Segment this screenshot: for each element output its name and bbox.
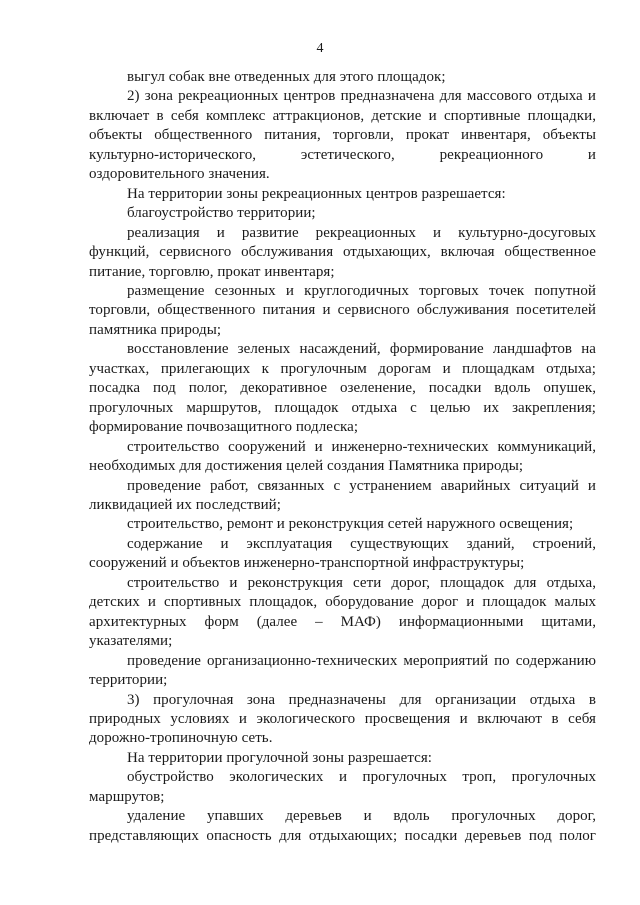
- paragraph: [89, 652, 596, 691]
- text-line: проведение организационно-технических мероприятий по содержанию: [127, 652, 596, 669]
- text-line: функций, сервисного обслуживания отдыхающих, включая общественное: [89, 244, 596, 261]
- text-line: маршрутов;: [89, 788, 165, 805]
- text-line: прогулочных маршрутов, площадок отдыха с целью их закрепления;: [89, 399, 596, 416]
- text-line: территории;: [89, 672, 168, 689]
- text-line: представляющих опасность для отдыхающих; посадки деревьев под полог: [89, 827, 596, 844]
- paragraph: [89, 438, 596, 477]
- paragraph: [89, 204, 596, 223]
- paragraph: [89, 515, 596, 534]
- paragraph: [89, 477, 596, 516]
- paragraph: [89, 282, 596, 340]
- text-line: размещение сезонных и круглогодичных торговых точек попутной: [127, 282, 596, 299]
- text-line: 2) зона рекреационных центров предназначена для массового отдыха и: [127, 88, 596, 105]
- text-line: включает в себя комплекс аттракционов, детские и спортивные площадки,: [89, 107, 596, 124]
- text-line: удаление упавших деревьев и вдоль прогулочных дорог,: [127, 808, 596, 825]
- text-line: строительство сооружений и инженерно-технических коммуникаций,: [127, 438, 596, 455]
- document-body: [89, 68, 596, 846]
- paragraph: [89, 807, 596, 846]
- text-line: необходимых для достижения целей создания Памятника природы;: [89, 458, 524, 475]
- paragraph: [89, 691, 596, 749]
- text-line: сооружений и объектов инженерно-транспортной инфраструктуры;: [89, 555, 525, 572]
- text-line: указателями;: [89, 633, 173, 650]
- text-line: детских и спортивных площадок, оборудование дорог и площадок малых: [89, 594, 596, 611]
- text-line: строительство, ремонт и реконструкция сетей наружного освещения;: [127, 516, 574, 533]
- text-line: оздоровительного значения.: [89, 166, 270, 183]
- text-line: архитектурных форм (далее – МАФ) информационными щитами,: [89, 613, 596, 630]
- text-line: обустройство экологических и прогулочных троп, прогулочных: [127, 769, 596, 786]
- text-line: реализация и развитие рекреационных и культурно-досуговых: [127, 224, 596, 241]
- text-line: посадка под полог, декоративное озеленение, посадки вдоль опушек,: [89, 380, 596, 397]
- paragraph: [89, 768, 596, 807]
- text-line: проведение работ, связанных с устранением аварийных ситуаций и: [127, 477, 596, 494]
- text-line: участках, прилегающих к прогулочным дорогам и площадкам отдыха;: [89, 360, 596, 377]
- paragraph: [89, 87, 596, 184]
- text-line: содержание и эксплуатация существующих зданий, строений,: [127, 535, 596, 552]
- text-line: культурно-исторического, эстетического, рекреационного и: [89, 146, 596, 163]
- paragraph: [89, 340, 596, 437]
- text-line: На территории прогулочной зоны разрешается:: [127, 749, 433, 766]
- text-line: объекты общественного питания, торговли, прокат инвентаря, объекты: [89, 127, 596, 144]
- text-line: выгул собак вне отведенных для этого площадок;: [127, 69, 446, 85]
- paragraph: [89, 68, 596, 87]
- text-line: 3) прогулочная зона предназначены для организации отдыха в: [127, 691, 596, 708]
- paragraph: [89, 224, 596, 282]
- paragraph: [89, 185, 596, 204]
- text-line: восстановление зеленых насаждений, формирование ландшафтов на: [127, 341, 596, 358]
- text-line: природных условиях и экологического просвещения и включают в себя: [89, 710, 596, 727]
- page-number: 4: [316, 41, 324, 56]
- text-line: благоустройство территории;: [127, 205, 316, 222]
- paragraph: [89, 749, 596, 768]
- paragraph: [89, 535, 596, 574]
- text-line: ликвидацией их последствий;: [89, 496, 281, 513]
- text-line: дорожно-тропиночную сеть.: [89, 730, 273, 747]
- text-line: строительство и реконструкция сети дорог, площадок для отдыха,: [127, 574, 596, 591]
- paragraph: [89, 574, 596, 652]
- text-line: торговли, общественного питания и сервисного обслуживания посетителей: [89, 302, 596, 319]
- text-line: питание, торговлю, прокат инвентаря;: [89, 263, 335, 280]
- text-line: памятника природы;: [89, 321, 222, 338]
- text-line: На территории зоны рекреационных центров разрешается:: [127, 185, 506, 202]
- text-line: формирование почвозащитного подлеска;: [89, 419, 359, 436]
